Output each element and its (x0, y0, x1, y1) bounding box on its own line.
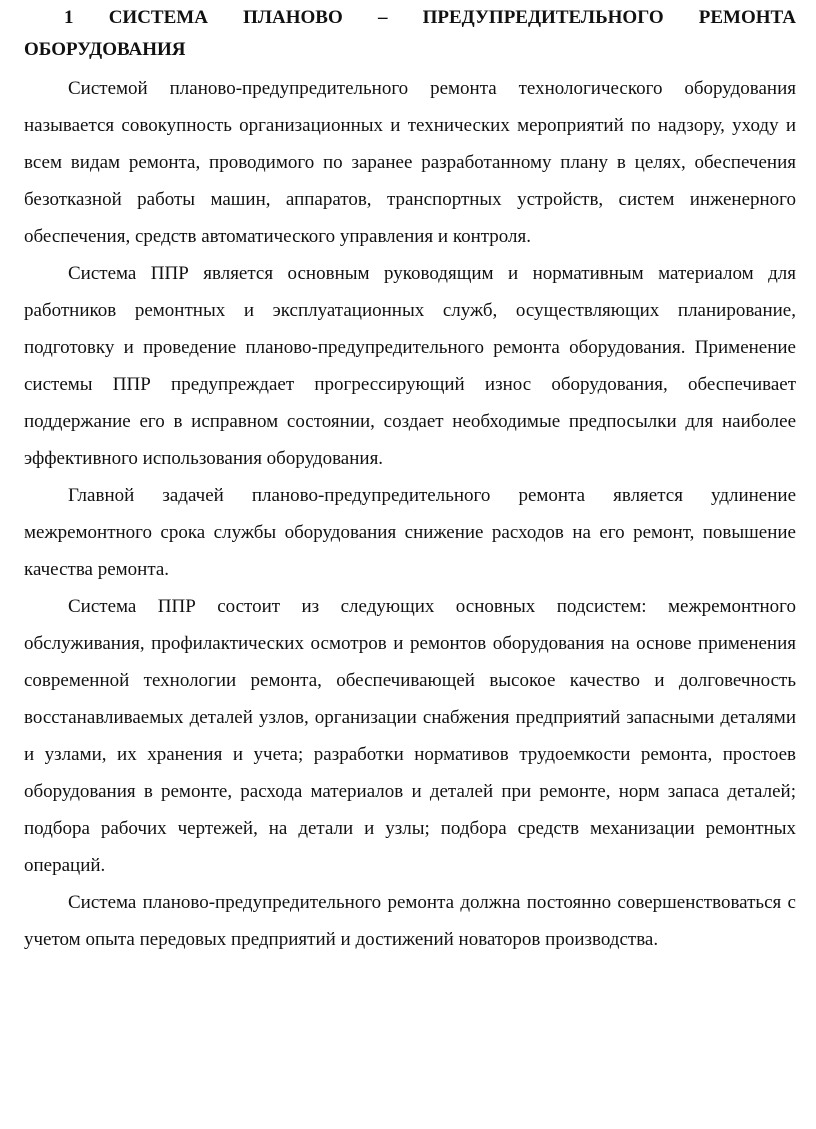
paragraph-2: Система ППР является основным руководящим и нормативным материалом для работников ремонтных и эксплуатационных служб, осуществляющих планирование, подготовку и проведение планово-предупредительного ремонта оборудования. Применение системы ППР предупреждает прогрессирующий износ оборудования, обеспечивает поддержание его в исправном состоянии, создает необходимые предпосылки для наиболее эффективного использования оборудования. (24, 263, 796, 469)
section-title: СИСТЕМА ПЛАНОВО – ПРЕДУПРЕДИТЕЛЬНОГО РЕМОНТА ОБОРУДОВАНИЯ (24, 7, 796, 60)
paragraph-5: Система планово-предупредительного ремонта должна постоянно совершенствоваться с учетом опыта передовых предприятий и достижений новаторов производства. (24, 892, 796, 950)
paragraph-3: Главной задачей планово-предупредительного ремонта является удлинение межремонтного срока службы оборудования снижение расходов на его ремонт, повышение качества ремонта. (24, 485, 796, 580)
document-page (24, 0, 796, 958)
section-heading (24, 2, 796, 66)
paragraph-1: Системой планово-предупредительного ремонта технологического оборудования называется совокупность организационных и технических мероприятий по надзору, уходу и всем видам ремонта, проводимого по заранее разработанному плану в целях, обеспечения безотказной работы машин, аппаратов, транспортных устройств, систем инженерного обеспечения, средств автоматического управления и контроля. (24, 78, 796, 247)
section-number: 1 (64, 7, 74, 28)
paragraph-4: Система ППР состоит из следующих основных подсистем: межремонтного обслуживания, профилактических осмотров и ремонтов оборудования на основе применения современной технологии ремонта, обеспечивающей высокое качество и долговечность восстанавливаемых деталей узлов, организации снабжения предприятий запасными деталями и узлами, их хранения и учета; разработки нормативов трудоемкости ремонта, простоев оборудования в ремонте, расхода материалов и деталей при ремонте, норм запаса деталей; подбора рабочих чертежей, на детали и узлы; подбора средств механизации ремонтных операций. (24, 596, 796, 876)
